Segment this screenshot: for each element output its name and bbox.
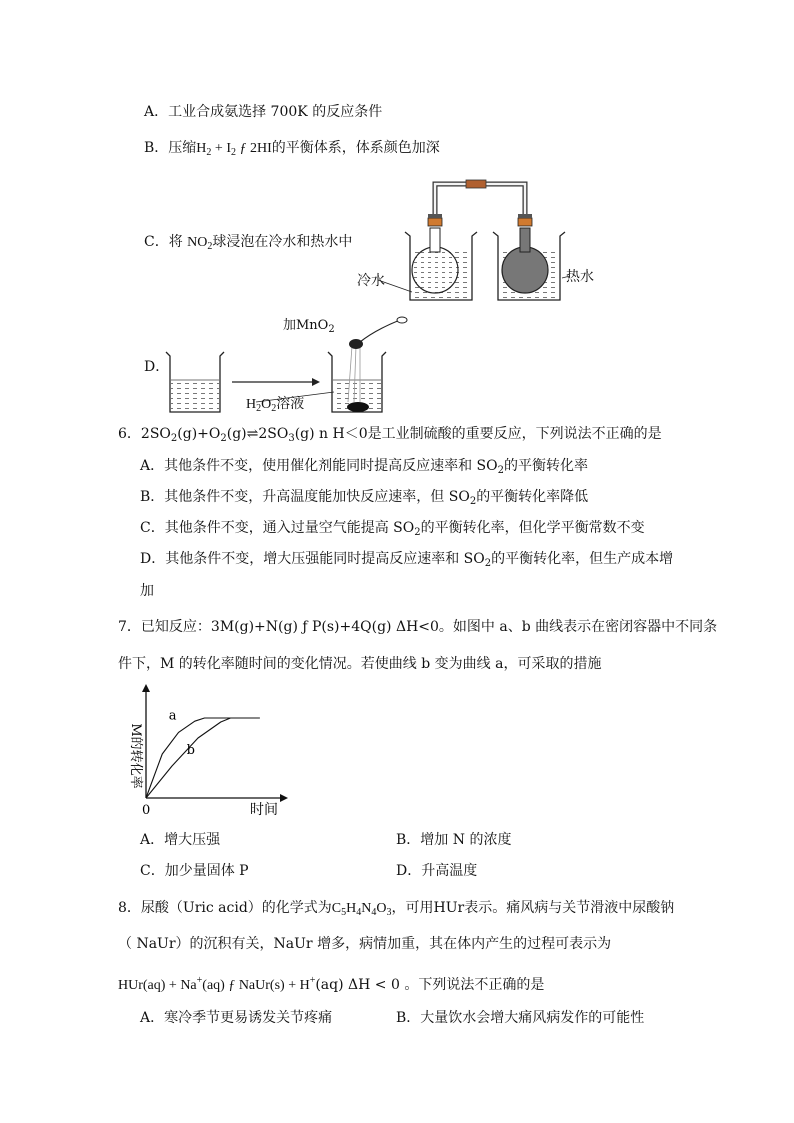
q8-eq-sup2: + bbox=[309, 975, 316, 986]
q5-c-prefix: C．将 bbox=[144, 234, 183, 250]
q7-stem-1: 7．已知反应：3M(g)+N(g) ƒ P(s)+4Q(g) ΔH<0。如图中 a、b 曲线表示在密闭容器中不同条 bbox=[118, 619, 718, 635]
q6-d2: 的平衡转化率，但生产成本增 bbox=[491, 551, 674, 567]
q8-stem-2: （ NaUr）的沉积有关，NaUr 增多，病情加重，其在体内产生的过程可表示为 bbox=[118, 936, 612, 952]
q6-stem bbox=[118, 424, 662, 449]
q6-b1: B．其他条件不变，升高温度能加快反应速率，但 SO bbox=[140, 489, 470, 505]
h2o2-label bbox=[246, 394, 304, 419]
q5-option-d-label: D． bbox=[144, 359, 170, 375]
q6-stem-s3: 3 bbox=[288, 433, 295, 444]
q8-formula-c: C bbox=[331, 901, 342, 916]
q6-option-d bbox=[140, 549, 673, 574]
q6-stem-c: (g)⇌2SO bbox=[226, 426, 289, 442]
q6-d-sub: 2 bbox=[484, 558, 492, 569]
q5-b-arrow: ƒ bbox=[235, 141, 250, 156]
q5-b-suffix: 的平衡体系，体系颜色加深 bbox=[271, 140, 440, 156]
mno2-text: 加MnO bbox=[283, 318, 329, 333]
q7-option-b: B．增加 N 的浓度 bbox=[396, 832, 512, 848]
q6-a2: 的平衡转化率 bbox=[504, 458, 589, 474]
chart-x-arrow-icon bbox=[280, 794, 288, 802]
q6-stem-d: (g) n H＜0是工业制硫酸的重要反应，下列说法不正确的是 bbox=[294, 426, 662, 442]
q8-f-s3: 4 bbox=[371, 907, 377, 918]
q5-b-plus: + I bbox=[211, 141, 231, 156]
h2o2-h: H bbox=[246, 397, 257, 412]
chart-origin-label: 0 bbox=[142, 803, 151, 818]
q6-option-a bbox=[140, 456, 588, 481]
q5-option-c bbox=[144, 232, 352, 257]
conversion-chart bbox=[112, 684, 302, 820]
q6-b2: 的平衡转化率降低 bbox=[476, 489, 589, 505]
q5-c-suffix: 球浸泡在冷水和热水中 bbox=[212, 234, 353, 250]
q6-option-d-cont: 加 bbox=[140, 583, 154, 599]
q6-c-sub: 2 bbox=[414, 527, 421, 538]
q8-equation bbox=[118, 971, 544, 996]
q6-c2: 的平衡转化率，但化学平衡常数不变 bbox=[420, 520, 645, 536]
q8-option-b: B．大量饮水会增大痛风病发作的可能性 bbox=[396, 1010, 645, 1026]
clamp-icon bbox=[466, 180, 486, 188]
q8-option-a: A．寒冷季节更易诱发关节疼痛 bbox=[140, 1010, 333, 1026]
q8-eq-c: (aq) ΔH < 0 。下列说法不正确的是 bbox=[315, 977, 545, 993]
q8-f-o: O bbox=[376, 901, 387, 916]
q6-d1: D．其他条件不变，增大压强能同时提高反应速率和 SO bbox=[140, 551, 485, 567]
series-line-a bbox=[146, 718, 260, 798]
q5-c-sub: 2 bbox=[207, 241, 213, 252]
q8-f-s2: 4 bbox=[356, 907, 362, 918]
q6-option-c bbox=[140, 518, 645, 543]
mno2-sub: 2 bbox=[328, 324, 335, 335]
q5-b-rhs: 2HI bbox=[249, 141, 272, 156]
q8-stem1-a: 8．尿酸（Uric acid）的化学式为 bbox=[118, 900, 332, 916]
q6-option-b bbox=[140, 487, 588, 512]
cold-water-label: 冷水 bbox=[357, 273, 385, 289]
h2o2-sub2: 2 bbox=[271, 403, 277, 414]
q6-a-sub: 2 bbox=[497, 465, 505, 476]
q8-f-s4: 3 bbox=[386, 907, 392, 918]
q6-stem-a: 6．2SO bbox=[118, 426, 171, 442]
q7-option-d: D．升高温度 bbox=[396, 863, 478, 879]
series-label-b: b bbox=[186, 743, 195, 758]
chart-y-label: M的转化率 bbox=[128, 723, 143, 789]
chart-x-label: 时间 bbox=[250, 802, 278, 818]
q6-b-sub: 2 bbox=[469, 496, 477, 507]
q7-option-c: C．加少量固体 P bbox=[140, 863, 249, 879]
chart-y-arrow-icon bbox=[142, 684, 150, 692]
q6-stem-s2: 2 bbox=[220, 433, 227, 444]
q6-c1: C．其他条件不变，通入过量空气能提高 SO bbox=[140, 520, 415, 536]
hot-water-label: 热水 bbox=[566, 269, 594, 285]
h2o2-suffix: 溶液 bbox=[276, 396, 305, 412]
q5-option-b bbox=[144, 138, 440, 163]
q5-b-sub2: 2 bbox=[230, 147, 236, 158]
flask-figure bbox=[350, 170, 590, 310]
q8-f-s1: 5 bbox=[341, 907, 347, 918]
series-line-b bbox=[146, 718, 260, 798]
q8-eq-sup1: + bbox=[196, 975, 203, 986]
mno2-label bbox=[283, 316, 335, 340]
h2o2-o: O bbox=[261, 397, 272, 412]
h2o2-sub1: 2 bbox=[256, 403, 262, 414]
cold-beaker bbox=[405, 214, 477, 300]
q6-stem-s1: 2 bbox=[170, 433, 178, 444]
mno2-pile-icon bbox=[347, 402, 369, 412]
q7-option-a: A．增大压强 bbox=[140, 832, 221, 848]
q6-stem-b: (g)+O bbox=[177, 426, 221, 442]
q5-b-eq-lhs: H bbox=[196, 141, 207, 156]
series-label-a: a bbox=[168, 708, 177, 724]
q5-b-sub: 2 bbox=[206, 147, 212, 158]
q5-c-species: NO bbox=[187, 235, 208, 250]
hot-beaker bbox=[493, 214, 565, 300]
q8-f-h: H bbox=[346, 901, 357, 916]
q8-stem-1 bbox=[118, 898, 674, 923]
spoon-icon bbox=[360, 320, 400, 342]
q5-option-a: A．工业合成氨选择 700K 的反应条件 bbox=[144, 104, 383, 120]
q8-f-n: N bbox=[361, 901, 372, 916]
q8-eq-b: (aq) ƒ NaUr(s) + H bbox=[202, 978, 310, 993]
q8-eq-a: HUr(aq) + Na bbox=[118, 978, 197, 993]
q6-a1: A．其他条件不变，使用催化剂能同时提高反应速率和 SO bbox=[140, 458, 498, 474]
q5-b-prefix: B．压缩 bbox=[144, 140, 197, 156]
q8-stem1-b: ，可用HUr表示。痛风病与关节滑液中尿酸钠 bbox=[391, 900, 675, 916]
q7-stem-2: 件下，M 的转化率随时间的变化情况。若使曲线 b 变为曲线 a，可采取的措施 bbox=[118, 656, 602, 672]
